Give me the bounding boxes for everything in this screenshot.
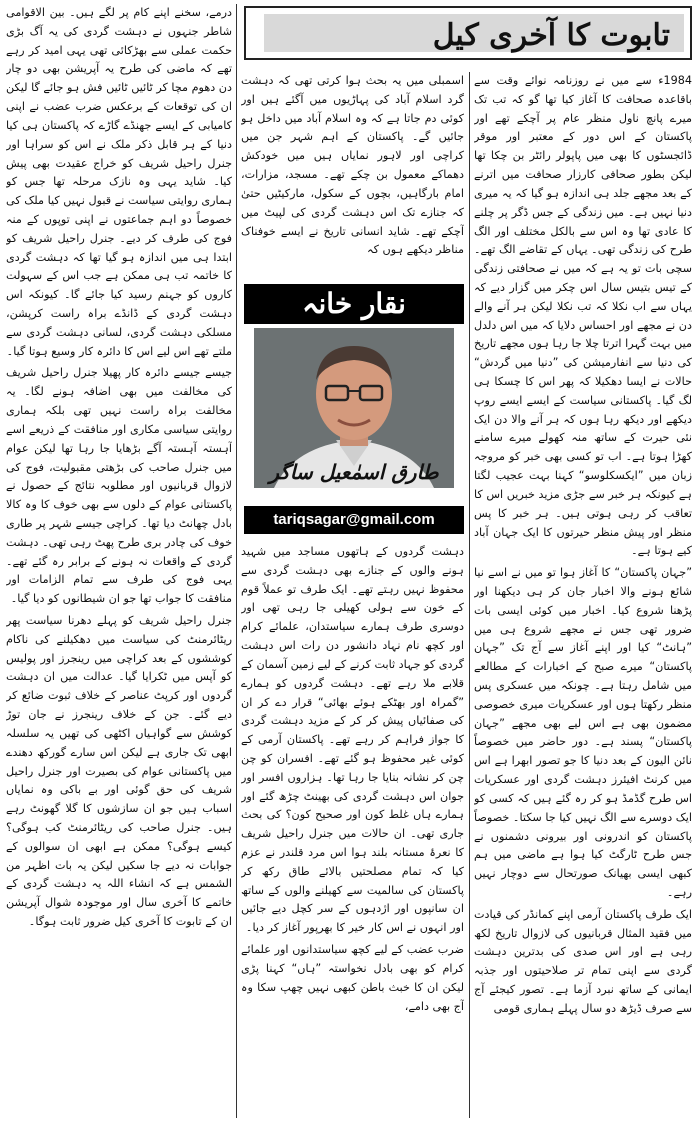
article-column-middle-top — [241, 72, 464, 282]
headline-box — [244, 6, 692, 60]
paragraph: ایک طرف پاکستان آرمی اپنے کمانڈر کی قیادت میں فقید المثال قربانیوں کی لازوال تاریخ لکھ رہی ہے اور اس صدی کی بدترین دہشت گردی سے اپنی تمام تر صلاحیتوں اور جذبہ ایمانی کے ساتھ نبرد آزما ہے۔ تصور کیجئے آج سے صرف ڈیڑھ دو سال پہلے ہماری قومی — [474, 907, 692, 1015]
headline-banner — [264, 14, 684, 52]
author-name: طارق اسمٰعیل ساگر — [269, 460, 439, 484]
article-column-middle-bottom — [241, 543, 464, 1118]
paragraph: جنرل راحیل شریف کو پہلے دھرنا سیاست پھر ریٹائرمنٹ کی سیاست میں دھکیلنے کی ناکام کوششوں کے بعد کراچی میں رینجرز اور پولیس کو آپس میں ٹکرایا گیا۔ عدالت میں ان دہشت گردوں اور کرپٹ عناصر کے خلاف ثبوت ضائع کر دیے گئے۔ جن کے خلاف رینجرز نے جان توڑ کوشش سے گواہیاں اکٹھی کی تھیں یہ سلسلہ ابھی تک جاری ہے لیکن اس سارے گورکھ دھندے میں پاکستانی عوام کی بصیرت اور جنرل راحیل شریف کی حق گوئی اور بے باکی وہ نمایاں اسباب ہیں جو ان سازشوں کا گلا گھونٹ رہے ہیں۔ جنرل صاحب کی ریٹائرمنٹ کب ہوگی؟ کیسے ہوگی؟ ممکن ہے ابھی ان سوالوں کے جوابات نہ دیے جا سکیں لیکن یہ بات اظہر من الشمس ہے کہ انشاء اللہ یہ دہشت گردی کے خاتمے کا آخری سال اور موجودہ شوال آپریشن ان کے تابوت کا آخری کیل ضرور ثابت ہوگا۔ — [6, 614, 232, 928]
author-email: tariqsagar@gmail.com — [244, 506, 464, 534]
column-divider — [469, 72, 470, 1118]
column-name: نقار خانہ — [244, 284, 464, 324]
columnist-box — [244, 284, 464, 536]
headline: تابوت کا آخری کیل — [432, 18, 670, 53]
paragraph: ”جہان پاکستان“ کا آغاز ہوا تو میں نے اسے نیا شائع ہونے والا اخبار جان کر ہی دیکھنا اور پڑھنا شروع کیا۔ اخبار میں کوئی ایسی بات ضرور تھی جس نے مجھے شروع ہی میں ”ہانٹ“ کیا اور اپنے آغاز سے آج تک ”جہان پاکستان“ میرے صبح کے اخبارات کے مطالعے میں شامل رہتا ہے۔ چونکہ میں عسکری پس منظر رکھتا ہوں اور عسکریات میری خصوصی مضمون بھی ہے اس لیے بھی مجھے ”جہان پاکستان“ پسند ہے۔ دور حاضر میں خصوصاً نائن الیون کے بعد دنیا کا جو تصور ابھرا ہے اس میں کرنٹ افیئرز دہشت گردی اور عسکریات اس طرح گڈمڈ ہو کر رہ گئے ہیں کہ کسی کو ایک دوسرے سے الگ نہیں کیا جا سکتا۔ خصوصاً پاکستان کو اندرونی اور بیرونی دشمنوں نے جس طرح ٹارگٹ کیا ہوا ہے ماضی میں ہم کبھی ایسی بھیانک صورتحال سے دوچار نہیں رہے۔ — [474, 566, 692, 899]
paragraph: درمے، سخنے اپنے کام پر لگے ہیں۔ بین الاقوامی شاطر جنہوں نے دہشت گردی کی یہ آگ بڑی حکمت عملی سے بھڑکائی تھی یہی امید کر رہے تھے کہ ماضی کی طرح یہ آپریشن بھی دو چار دن دھوم مچا کر ٹائیں ٹائیں فش ہو جائے گا لیکن ان کی توقعات کے برعکس ضرب عضب نے اپنی کامیابی کے ایسے جھنڈے گاڑے کہ پاکستان ہی کیا دنیا کے ہر قابل ذکر ملک نے اس کو سراہا اور جنرل راحیل شریف کو خراج عقیدت بھی پیش کیا۔ شاید یہی وہ نازک مرحلہ تھا جس کو ہماری روایتی سیاست نے قبول نہیں کیا ملک کی خصوصاً دو اہم جماعتوں نے اپنی توپوں کے منہ فوج کی طرف کر دیے۔ جنرل راحیل شریف کو ابتدا ہی میں اندازہ ہو گیا تھا کہ دہشت گردی کا خاتمہ تب ہی ممکن ہے جب اس کے سہولت کاروں کو جہنم رسید کیا جائے گا۔ کیونکہ اس دہشت گردی کے ڈانڈے براہ راست کرپشن، مسلکی دہشت گردی، لسانی دہشت گردی سے ملتے تھے اس لیے اس کا دائرہ کار وسیع ہوتا گیا۔ — [6, 6, 232, 358]
column-divider — [236, 4, 237, 1118]
paragraph: ضرب عضب کے لیے کچھ سیاستدانوں اور علمائے کرام کو بھی بادل نخواستہ ”ہاں“ کہنا پڑی لیکن ان کا خبث باطن کبھی نہیں چھپ سکا وہ آج بھی دامے، — [241, 943, 464, 1013]
paragraph: 1984ء سے میں نے روزنامہ نوائے وقت سے باقاعدہ صحافت کا آغاز کیا تھا گو کہ تب تک میرے پانچ ناول منظر عام پر آچکے تھے اور پاکستان کے اس دور کے معتبر اور موقر ڈائجسٹوں کا بھی میں پاپولر رائٹر بن چکا تھا لیکن بطور صحافی کارزار صحافت میں اترنے کے بعد مجھے جلد ہی اندازہ ہو گیا کہ یہ میری دنیا نہیں ہے۔ میں زندگی کے جس ڈگر پر چلنے کا عادی تھا وہ اس سے بالکل مختلف اور الگ طرح کی زندگی تھی۔ یہاں کے تقاضے الگ تھے۔ سچی بات تو یہ ہے کہ میں نے صحافتی زندگی کے تیس بتیس سال اس چکر میں گزار دیے کہ یہاں سے اب نکلا کہ تب نکلا لیکن ہر آنے والے دن نے مجھے اور احساس دلایا کہ میں اس دلدل میں بہت گہرا اترتا چلا جا رہا ہوں مجھے تاریخ کی دنیا سے انفارمیشن کی ”دنیا میں گردش“ حالات نے ایسا دھکیلا کہ پھر اس کا چسکا ہی لگ گیا۔ پاکستانی سیاست کے ایسے ایسے روپ دیکھے اور دیکھ رہا ہوں کہ ہر آنے والا دن ایک نئی حیرت کے ساتھ منہ کھولے میرے سامنے کھڑا ہوتا ہے۔ اب تو کسی بھی خبر کو مروجہ زبان میں ”ایکسکلوسو“ کہنا بہت عجیب لگتا ہے کیونکہ ہر خبر سے جڑی مزید خبریں اس کا تعاقب کر رہی ہوتی ہیں۔ ہر خبر کا پس منظر اور پیش منظر حیرتوں کا ایک جہان آباد کیے ہوتا ہے۔ — [474, 74, 692, 558]
article-column-right — [474, 72, 692, 1117]
article-column-left — [6, 4, 232, 1118]
paragraph: دہشت گردوں کے ہاتھوں مساجد میں شہید ہونے والوں کے جنازے بھی دہشت گردی سے محفوظ نہیں رہتے تھے۔ ایک طرف تو عملاً قوم کے خون سے ہولی کھیلی جا رہی تھی اور دوسری طرف ہمارے سیاستدان، علمائے کرام اور کچھ نام نہاد دانشور دن رات اس دہشت گردی کو جہاد ثابت کرنے کے لیے زمین آسمان کے قلابے ملا رہے تھے۔ دہشت گردوں کو ہمارے ”گمراہ اور بھٹکے ہوئے بھائی“ قرار دے کر ان کی صفائیاں پیش کر کر کے مزید دہشت گردی کا جواز فراہم کر رہے تھے۔ پاکستان آرمی کے کوئی غیر محفوظ ہو گئے تھے۔ افسران کو چن چن کر نشانہ بنایا جا رہا تھا۔ ہزاروں افسر اور جوان اس دہشت گردی کی بھینٹ چڑھ گئے اور ہمارے ہاں غلط کون اور صحیح کون؟ کی بحث جاری تھی۔ ان حالات میں جنرل راحیل شریف کا نعرۂ مستانہ بلند ہوا اس مرد قلندر نے عزم کیا کہ تمام مصلحتیں بالائے طاق رکھ کر پاکستان کی سالمیت سے کھیلنے والوں کے ساتھ ان سانپوں اور اژدہوں کے سر کچل دیے جائیں اور انہوں نے اس کار خیر کا بھرپور آغاز کر دیا۔ — [241, 545, 464, 935]
paragraph: اسمبلی میں یہ بحث ہوا کرتی تھی کہ دہشت گرد اسلام آباد کی پہاڑیوں میں آگئے ہیں اور کوئی دم جاتا ہے کہ وہ اسلام آباد میں داخل ہو جائیں گے۔ پاکستان کے اہم شہر جن میں کراچی اور لاہور نمایاں ہیں میں خودکش دھماکے معمول بن چکے تھے۔ مسجد، مزارات، امام بارگاہیں، بچوں کے سکول، مارکیٹیں حتیٰ کہ جنازے تک اس دہشت گردی کی لپیٹ میں آچکے تھے۔ شاید انسانی تاریخ نے ایسے خوفناک مناظر دیکھے ہوں کہ — [241, 74, 464, 257]
paragraph: جیسے جیسے دائرہ کار پھیلا جنرل راحیل شریف کی مخالفت میں بھی اضافہ ہونے لگا۔ یہ مخالفت براہ راست نہیں تھی بلکہ ہماری روایتی سیاسی مکاری اور منافقت کے ذریعے اسے آہستہ آہستہ آگے بڑھایا جا رہا تھا لیکن عوام میں جنرل صاحب کی بڑھتی مقبولیت، فوج کی لازوال قربانیوں اور مطلوبہ نتائج کے حصول نے پاکستانی عوام کے دلوں سے بھی خوف کا وہ کالا بادل چھانٹ دیا تھا۔ کراچی جیسے شہر پر طاری خوف کی چادر بری طرح پھٹ رہی تھی۔ دہشت گردی کے واقعات نہ ہونے کے برابر رہ گئے تھے۔ یہی فوج کی طرف سے تمام الزامات اور منافقت کا جواب تھا جو ان شیطانوں کو دیا گیا۔ — [6, 366, 232, 606]
